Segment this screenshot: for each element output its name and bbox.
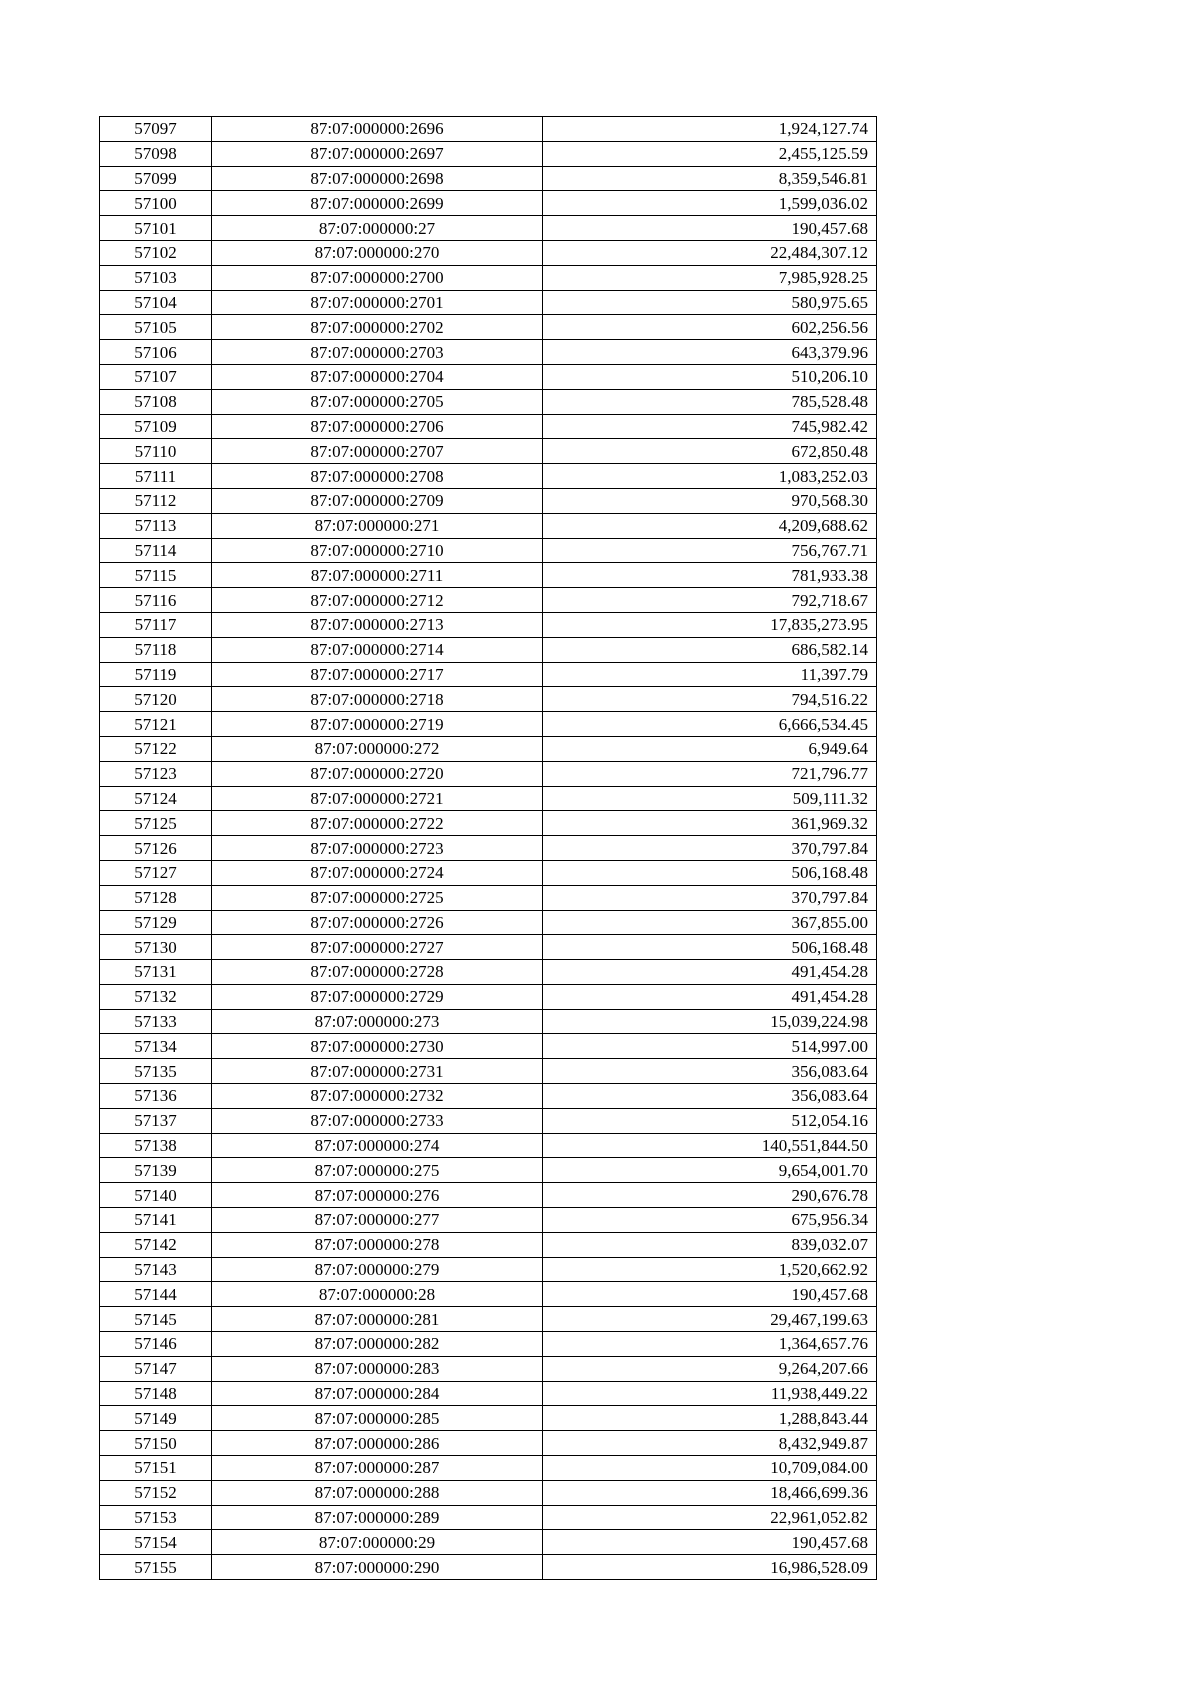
table-row: [100, 1555, 877, 1580]
row-number-cell: 57143: [100, 1257, 212, 1282]
value-cell: 11,397.79: [543, 662, 877, 687]
row-number-cell: 57149: [100, 1406, 212, 1431]
cadastral-number-cell: 87:07:000000:285: [212, 1406, 543, 1431]
table-row: [100, 265, 877, 290]
row-number-cell: 57150: [100, 1431, 212, 1456]
table-row: [100, 1133, 877, 1158]
value-cell: 580,975.65: [543, 290, 877, 315]
table-row: [100, 1059, 877, 1084]
row-number-cell: 57101: [100, 216, 212, 241]
cadastral-number-cell: 87:07:000000:2720: [212, 761, 543, 786]
row-number-cell: 57151: [100, 1456, 212, 1481]
cadastral-number-cell: 87:07:000000:2711: [212, 563, 543, 588]
row-number-cell: 57099: [100, 166, 212, 191]
cadastral-number-cell: 87:07:000000:278: [212, 1232, 543, 1257]
value-cell: 756,767.71: [543, 538, 877, 563]
table-row: [100, 761, 877, 786]
value-cell: 6,666,534.45: [543, 712, 877, 737]
cadastral-number-cell: 87:07:000000:2713: [212, 612, 543, 637]
table-row: [100, 612, 877, 637]
value-cell: 506,168.48: [543, 935, 877, 960]
row-number-cell: 57137: [100, 1108, 212, 1133]
row-number-cell: 57113: [100, 513, 212, 538]
cadastral-number-cell: 87:07:000000:2717: [212, 662, 543, 687]
table-row: [100, 786, 877, 811]
table-row: [100, 1381, 877, 1406]
table-row: [100, 1084, 877, 1109]
cadastral-number-cell: 87:07:000000:282: [212, 1332, 543, 1357]
table-row: [100, 117, 877, 142]
table-row: [100, 836, 877, 861]
cadastral-number-cell: 87:07:000000:2723: [212, 836, 543, 861]
row-number-cell: 57105: [100, 315, 212, 340]
value-cell: 22,484,307.12: [543, 240, 877, 265]
table-row: [100, 1332, 877, 1357]
cadastral-number-cell: 87:07:000000:281: [212, 1307, 543, 1332]
cadastral-number-cell: 87:07:000000:2724: [212, 860, 543, 885]
value-cell: 514,997.00: [543, 1034, 877, 1059]
cadastral-number-cell: 87:07:000000:2701: [212, 290, 543, 315]
cadastral-number-cell: 87:07:000000:2696: [212, 117, 543, 142]
cadastral-number-cell: 87:07:000000:272: [212, 736, 543, 761]
table-row: [100, 1480, 877, 1505]
table-row: [100, 488, 877, 513]
row-number-cell: 57114: [100, 538, 212, 563]
value-cell: 792,718.67: [543, 588, 877, 613]
table-row: [100, 166, 877, 191]
table-row: [100, 811, 877, 836]
cadastral-number-cell: 87:07:000000:2722: [212, 811, 543, 836]
row-number-cell: 57118: [100, 637, 212, 662]
table-row: [100, 662, 877, 687]
value-cell: 11,938,449.22: [543, 1381, 877, 1406]
row-number-cell: 57135: [100, 1059, 212, 1084]
cadastral-number-cell: 87:07:000000:290: [212, 1555, 543, 1580]
table-row: [100, 538, 877, 563]
value-cell: 8,359,546.81: [543, 166, 877, 191]
value-cell: 1,924,127.74: [543, 117, 877, 142]
value-cell: 721,796.77: [543, 761, 877, 786]
cadastral-number-cell: 87:07:000000:2700: [212, 265, 543, 290]
table-row: [100, 935, 877, 960]
table-row: [100, 315, 877, 340]
table-row: [100, 1505, 877, 1530]
row-number-cell: 57104: [100, 290, 212, 315]
cadastral-number-cell: 87:07:000000:27: [212, 216, 543, 241]
row-number-cell: 57127: [100, 860, 212, 885]
value-cell: 356,083.64: [543, 1084, 877, 1109]
row-number-cell: 57102: [100, 240, 212, 265]
table-row: [100, 1356, 877, 1381]
cadastral-number-cell: 87:07:000000:284: [212, 1381, 543, 1406]
value-cell: 1,288,843.44: [543, 1406, 877, 1431]
cadastral-number-cell: 87:07:000000:283: [212, 1356, 543, 1381]
value-cell: 7,985,928.25: [543, 265, 877, 290]
table-row: [100, 141, 877, 166]
value-cell: 190,457.68: [543, 1282, 877, 1307]
row-number-cell: 57140: [100, 1183, 212, 1208]
table-row: [100, 1530, 877, 1555]
cadastral-number-cell: 87:07:000000:2728: [212, 960, 543, 985]
cadastral-number-cell: 87:07:000000:2699: [212, 191, 543, 216]
cadastral-number-cell: 87:07:000000:29: [212, 1530, 543, 1555]
row-number-cell: 57112: [100, 488, 212, 513]
value-cell: 15,039,224.98: [543, 1009, 877, 1034]
table-row: [100, 1034, 877, 1059]
table-row: [100, 191, 877, 216]
row-number-cell: 57103: [100, 265, 212, 290]
value-cell: 361,969.32: [543, 811, 877, 836]
value-cell: 491,454.28: [543, 984, 877, 1009]
value-cell: 745,982.42: [543, 414, 877, 439]
value-cell: 370,797.84: [543, 885, 877, 910]
table-row: [100, 1282, 877, 1307]
row-number-cell: 57130: [100, 935, 212, 960]
cadastral-number-cell: 87:07:000000:2708: [212, 464, 543, 489]
value-cell: 370,797.84: [543, 836, 877, 861]
cadastral-number-cell: 87:07:000000:2721: [212, 786, 543, 811]
table-row: [100, 1108, 877, 1133]
cadastral-number-cell: 87:07:000000:2704: [212, 364, 543, 389]
table-row: [100, 1183, 877, 1208]
value-cell: 785,528.48: [543, 389, 877, 414]
value-cell: 290,676.78: [543, 1183, 877, 1208]
row-number-cell: 57124: [100, 786, 212, 811]
cadastral-number-cell: 87:07:000000:2714: [212, 637, 543, 662]
cadastral-number-cell: 87:07:000000:2726: [212, 910, 543, 935]
row-number-cell: 57138: [100, 1133, 212, 1158]
cadastral-number-cell: 87:07:000000:2719: [212, 712, 543, 737]
cadastral-number-cell: 87:07:000000:279: [212, 1257, 543, 1282]
table-row: [100, 364, 877, 389]
cadastral-value-table: [99, 116, 877, 1580]
cadastral-number-cell: 87:07:000000:2725: [212, 885, 543, 910]
value-cell: 9,264,207.66: [543, 1356, 877, 1381]
table-row: [100, 960, 877, 985]
value-cell: 839,032.07: [543, 1232, 877, 1257]
row-number-cell: 57139: [100, 1158, 212, 1183]
cadastral-number-cell: 87:07:000000:2707: [212, 439, 543, 464]
cadastral-number-cell: 87:07:000000:2709: [212, 488, 543, 513]
row-number-cell: 57134: [100, 1034, 212, 1059]
table-row: [100, 1232, 877, 1257]
table-row: [100, 340, 877, 365]
value-cell: 509,111.32: [543, 786, 877, 811]
cadastral-number-cell: 87:07:000000:277: [212, 1208, 543, 1233]
cadastral-number-cell: 87:07:000000:2705: [212, 389, 543, 414]
row-number-cell: 57131: [100, 960, 212, 985]
value-cell: 512,054.16: [543, 1108, 877, 1133]
table-row: [100, 1307, 877, 1332]
table-row: [100, 1456, 877, 1481]
row-number-cell: 57110: [100, 439, 212, 464]
table-row: [100, 1406, 877, 1431]
row-number-cell: 57153: [100, 1505, 212, 1530]
row-number-cell: 57098: [100, 141, 212, 166]
row-number-cell: 57125: [100, 811, 212, 836]
value-cell: 686,582.14: [543, 637, 877, 662]
cadastral-number-cell: 87:07:000000:2733: [212, 1108, 543, 1133]
cadastral-number-cell: 87:07:000000:2730: [212, 1034, 543, 1059]
row-number-cell: 57152: [100, 1480, 212, 1505]
table-row: [100, 240, 877, 265]
value-cell: 506,168.48: [543, 860, 877, 885]
row-number-cell: 57132: [100, 984, 212, 1009]
table-body: [100, 117, 877, 1580]
table-row: [100, 1158, 877, 1183]
table-row: [100, 910, 877, 935]
cadastral-number-cell: 87:07:000000:2729: [212, 984, 543, 1009]
table-row: [100, 1257, 877, 1282]
row-number-cell: 57119: [100, 662, 212, 687]
cadastral-number-cell: 87:07:000000:2712: [212, 588, 543, 613]
table-row: [100, 389, 877, 414]
table-row: [100, 885, 877, 910]
row-number-cell: 57144: [100, 1282, 212, 1307]
row-number-cell: 57111: [100, 464, 212, 489]
value-cell: 1,364,657.76: [543, 1332, 877, 1357]
value-cell: 9,654,001.70: [543, 1158, 877, 1183]
value-cell: 10,709,084.00: [543, 1456, 877, 1481]
cadastral-number-cell: 87:07:000000:28: [212, 1282, 543, 1307]
row-number-cell: 57155: [100, 1555, 212, 1580]
row-number-cell: 57128: [100, 885, 212, 910]
row-number-cell: 57120: [100, 687, 212, 712]
value-cell: 190,457.68: [543, 216, 877, 241]
value-cell: 1,599,036.02: [543, 191, 877, 216]
row-number-cell: 57133: [100, 1009, 212, 1034]
row-number-cell: 57145: [100, 1307, 212, 1332]
cadastral-number-cell: 87:07:000000:2710: [212, 538, 543, 563]
table-row: [100, 637, 877, 662]
value-cell: 1,520,662.92: [543, 1257, 877, 1282]
value-cell: 367,855.00: [543, 910, 877, 935]
value-cell: 18,466,699.36: [543, 1480, 877, 1505]
table-row: [100, 860, 877, 885]
row-number-cell: 57126: [100, 836, 212, 861]
table-row: [100, 464, 877, 489]
cadastral-number-cell: 87:07:000000:2718: [212, 687, 543, 712]
cadastral-number-cell: 87:07:000000:271: [212, 513, 543, 538]
value-cell: 675,956.34: [543, 1208, 877, 1233]
cadastral-number-cell: 87:07:000000:273: [212, 1009, 543, 1034]
value-cell: 643,379.96: [543, 340, 877, 365]
cadastral-number-cell: 87:07:000000:274: [212, 1133, 543, 1158]
table-row: [100, 513, 877, 538]
table-row: [100, 1009, 877, 1034]
row-number-cell: 57148: [100, 1381, 212, 1406]
row-number-cell: 57123: [100, 761, 212, 786]
row-number-cell: 57154: [100, 1530, 212, 1555]
row-number-cell: 57142: [100, 1232, 212, 1257]
cadastral-number-cell: 87:07:000000:2698: [212, 166, 543, 191]
row-number-cell: 57122: [100, 736, 212, 761]
table-row: [100, 216, 877, 241]
row-number-cell: 57117: [100, 612, 212, 637]
row-number-cell: 57107: [100, 364, 212, 389]
row-number-cell: 57109: [100, 414, 212, 439]
table-row: [100, 687, 877, 712]
value-cell: 672,850.48: [543, 439, 877, 464]
cadastral-number-cell: 87:07:000000:2697: [212, 141, 543, 166]
row-number-cell: 57147: [100, 1356, 212, 1381]
value-cell: 510,206.10: [543, 364, 877, 389]
value-cell: 8,432,949.87: [543, 1431, 877, 1456]
value-cell: 6,949.64: [543, 736, 877, 761]
cadastral-number-cell: 87:07:000000:2703: [212, 340, 543, 365]
value-cell: 491,454.28: [543, 960, 877, 985]
table-row: [100, 1208, 877, 1233]
row-number-cell: 57129: [100, 910, 212, 935]
value-cell: 602,256.56: [543, 315, 877, 340]
value-cell: 970,568.30: [543, 488, 877, 513]
value-cell: 1,083,252.03: [543, 464, 877, 489]
cadastral-number-cell: 87:07:000000:275: [212, 1158, 543, 1183]
row-number-cell: 57097: [100, 117, 212, 142]
cadastral-number-cell: 87:07:000000:289: [212, 1505, 543, 1530]
value-cell: 16,986,528.09: [543, 1555, 877, 1580]
value-cell: 17,835,273.95: [543, 612, 877, 637]
cadastral-number-cell: 87:07:000000:2727: [212, 935, 543, 960]
cadastral-number-cell: 87:07:000000:276: [212, 1183, 543, 1208]
value-cell: 781,933.38: [543, 563, 877, 588]
cadastral-number-cell: 87:07:000000:2702: [212, 315, 543, 340]
value-cell: 22,961,052.82: [543, 1505, 877, 1530]
table-row: [100, 563, 877, 588]
value-cell: 190,457.68: [543, 1530, 877, 1555]
table-row: [100, 290, 877, 315]
row-number-cell: 57106: [100, 340, 212, 365]
value-cell: 4,209,688.62: [543, 513, 877, 538]
row-number-cell: 57115: [100, 563, 212, 588]
row-number-cell: 57121: [100, 712, 212, 737]
value-cell: 140,551,844.50: [543, 1133, 877, 1158]
cadastral-number-cell: 87:07:000000:287: [212, 1456, 543, 1481]
table-row: [100, 984, 877, 1009]
row-number-cell: 57141: [100, 1208, 212, 1233]
cadastral-number-cell: 87:07:000000:2731: [212, 1059, 543, 1084]
value-cell: 2,455,125.59: [543, 141, 877, 166]
row-number-cell: 57116: [100, 588, 212, 613]
value-cell: 29,467,199.63: [543, 1307, 877, 1332]
cadastral-number-cell: 87:07:000000:270: [212, 240, 543, 265]
row-number-cell: 57136: [100, 1084, 212, 1109]
cadastral-number-cell: 87:07:000000:2732: [212, 1084, 543, 1109]
row-number-cell: 57100: [100, 191, 212, 216]
table-row: [100, 736, 877, 761]
row-number-cell: 57146: [100, 1332, 212, 1357]
cadastral-number-cell: 87:07:000000:2706: [212, 414, 543, 439]
table-row: [100, 712, 877, 737]
cadastral-number-cell: 87:07:000000:288: [212, 1480, 543, 1505]
value-cell: 794,516.22: [543, 687, 877, 712]
table-row: [100, 1431, 877, 1456]
value-cell: 356,083.64: [543, 1059, 877, 1084]
row-number-cell: 57108: [100, 389, 212, 414]
cadastral-number-cell: 87:07:000000:286: [212, 1431, 543, 1456]
table-row: [100, 439, 877, 464]
table-row: [100, 588, 877, 613]
table-row: [100, 414, 877, 439]
